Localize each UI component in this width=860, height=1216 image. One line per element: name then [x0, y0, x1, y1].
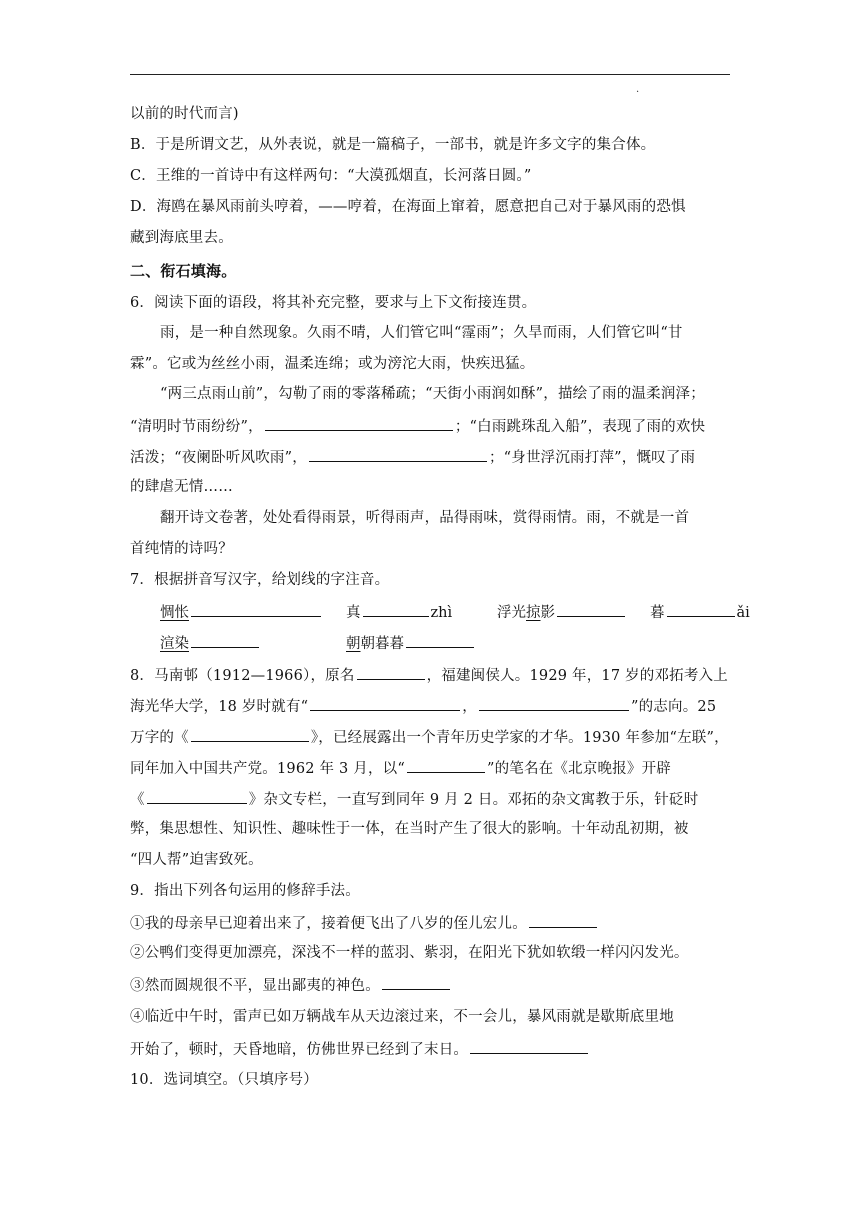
q7-blank[interactable] [191, 632, 259, 648]
q7-item-5 [160, 632, 261, 654]
q9-text: ③然而圆规很不平，显出鄙夷的神色。 [130, 978, 380, 994]
q8-line4 [130, 757, 671, 779]
q8-text: 同年加入中国共产党。1962 年 3 月，以“ [130, 761, 405, 777]
q9-sentence-2: ②公鸭们变得更加漂亮，深浅不一样的蓝羽、紫羽，在阳光下犹如软缎一样闪闪发光。 [130, 945, 689, 961]
q8-blank-2[interactable] [310, 695, 460, 711]
q8-blank-5[interactable] [407, 757, 485, 773]
q6-p2-line2 [130, 415, 705, 437]
q8-blank-3[interactable] [479, 695, 629, 711]
q5-option-b: B．于是所谓文艺，从外表说，就是一篇稿子，一部书，就是许多文字的集合体。 [130, 137, 656, 153]
q7-pinyin: zhì [430, 605, 453, 621]
q8-line7: “四人帮”迫害致死。 [130, 852, 263, 868]
q6-p2-line1: “两三点雨山前”，勾勒了雨的零落稀疏；“天街小雨润如酥”，描绘了雨的温柔润泽； [160, 386, 705, 402]
q8-text: 万字的《 [130, 730, 189, 746]
q8-line6: 弊，集思想性、知识性、趣味性于一体，在当时产生了很大的影响。十年动乱初期，被 [130, 821, 689, 837]
q8-text: 8．马南邨（1912—1966），原名 [130, 668, 355, 684]
q8-line1 [130, 664, 728, 686]
section-title: 二、衔石填海。 [130, 262, 237, 280]
q8-text: 》，已经展露出一个青年历史学家的才华。1930 年参加“左联”， [310, 730, 729, 746]
q6-text: 活泼；“夜阑卧听风吹雨”， [130, 450, 307, 466]
q7-blank[interactable] [557, 601, 625, 617]
q8-text: 》杂文专栏，一直写到同年 9 月 2 日。邓拓的杂文寓教于乐，针砭时 [248, 792, 699, 808]
q7-blank[interactable] [191, 601, 321, 617]
q7-word: 真 [346, 605, 361, 621]
q9-sentence-4-line2 [130, 1038, 590, 1060]
q7-word: 浮光 [497, 605, 526, 621]
q6-p3-line1: 翻开诗文卷著，处处看得雨景，听得雨声，品得雨味，赏得雨情。雨，不就是一首 [160, 510, 690, 526]
q6-p2-line3 [130, 446, 695, 468]
q8-blank-4[interactable] [191, 726, 309, 742]
q7-word: 暮 [650, 605, 665, 621]
q7-word: 渲染 [160, 636, 189, 652]
header-mark: . [636, 84, 640, 95]
q7-blank[interactable] [667, 601, 735, 617]
q7-word: 朝暮暮 [360, 636, 404, 652]
q7-pinyin: ǎi [736, 605, 750, 621]
q7-blank[interactable] [363, 601, 429, 617]
q6-p2-line4: 的肆虐无情…… [130, 479, 233, 495]
q9-sentence-1 [130, 912, 599, 934]
q7-item-4 [650, 601, 750, 623]
q7-stem: 7．根据拼音写汉字，给划线的字注音。 [130, 572, 390, 588]
q6-stem: 6．阅读下面的语段，将其补充完整，要求与上下文衔接连贯。 [130, 295, 537, 311]
q8-text: 《 [130, 792, 145, 808]
q7-word-underlined: 掠 [526, 605, 541, 621]
q8-text: ，福建闽侯人。1929 年，17 岁的邓拓考入上 [426, 668, 728, 684]
q10-stem: 10．选词填空。（只填序号） [130, 1072, 318, 1088]
q5-option-d-line1: D．海鸥在暴风雨前头哼着，——哼着，在海面上窜着，愿意把自己对于暴风雨的恐惧 [130, 199, 686, 215]
q9-blank-1[interactable] [529, 912, 597, 928]
q7-blank[interactable] [406, 632, 474, 648]
q6-text: ；“身世浮沉雨打萍”，慨叹了雨 [488, 450, 696, 466]
q5-option-d-line2: 藏到海底里去。 [130, 230, 233, 246]
q6-text: ；“白雨跳珠乱入船”，表现了雨的欢快 [454, 419, 706, 435]
q9-text: 开始了，顿时，天昏地暗，仿佛世界已经到了末日。 [130, 1042, 469, 1058]
q7-item-2 [346, 601, 452, 623]
q5-option-c: C．王维的一首诗中有这样两句：“大漠孤烟直，长河落日圆。” [130, 168, 532, 184]
q7-item-1 [160, 601, 323, 623]
q6-blank-2[interactable] [309, 446, 487, 462]
q6-p3-line2: 首纯情的诗吗？ [130, 541, 233, 557]
q6-p1-line2: 霖”。它或为丝丝小雨，温柔连绵；或为滂沱大雨，快疾迅猛。 [130, 356, 535, 372]
q9-sentence-4-line1: ④临近中午时，雷声已如万辆战车从天边滚过来，不一会儿，暴风雨就是歇斯底里地 [130, 1009, 674, 1025]
q6-text: “清明时节雨纷纷”， [130, 419, 263, 435]
q6-blank-1[interactable] [265, 415, 453, 431]
q8-blank-1[interactable] [357, 664, 425, 680]
q6-p1-line1: 雨，是一种自然现象。久雨不晴，人们管它叫“霪雨”；久旱而雨，人们管它叫“甘 [160, 325, 683, 341]
q8-text: ， [462, 699, 477, 715]
q9-stem: 9．指出下列各句运用的修辞手法。 [130, 883, 360, 899]
q7-item-3 [497, 601, 627, 623]
q7-word: 惆怅 [160, 605, 189, 621]
q5-option-a-tail: 以前的时代而言) [130, 106, 239, 122]
q8-text: ”的志向。25 [630, 699, 717, 715]
q8-line5 [130, 788, 698, 810]
q9-text: ①我的母亲早已迎着出来了，接着便飞出了八岁的侄儿宏儿。 [130, 916, 527, 932]
q9-blank-4[interactable] [470, 1038, 588, 1054]
q8-line3 [130, 726, 729, 748]
q9-sentence-3 [130, 974, 452, 996]
header-rule [130, 74, 730, 75]
q8-text: ”的笔名在《北京晚报》开辟 [486, 761, 671, 777]
q7-word: 影 [540, 605, 555, 621]
q8-text: 海光华大学，18 岁时就有“ [130, 699, 309, 715]
q8-blank-6[interactable] [147, 788, 247, 804]
q7-item-6 [346, 632, 476, 654]
q8-line2 [130, 695, 716, 717]
q9-blank-3[interactable] [382, 974, 450, 990]
q7-word-underlined: 朝 [346, 636, 361, 652]
